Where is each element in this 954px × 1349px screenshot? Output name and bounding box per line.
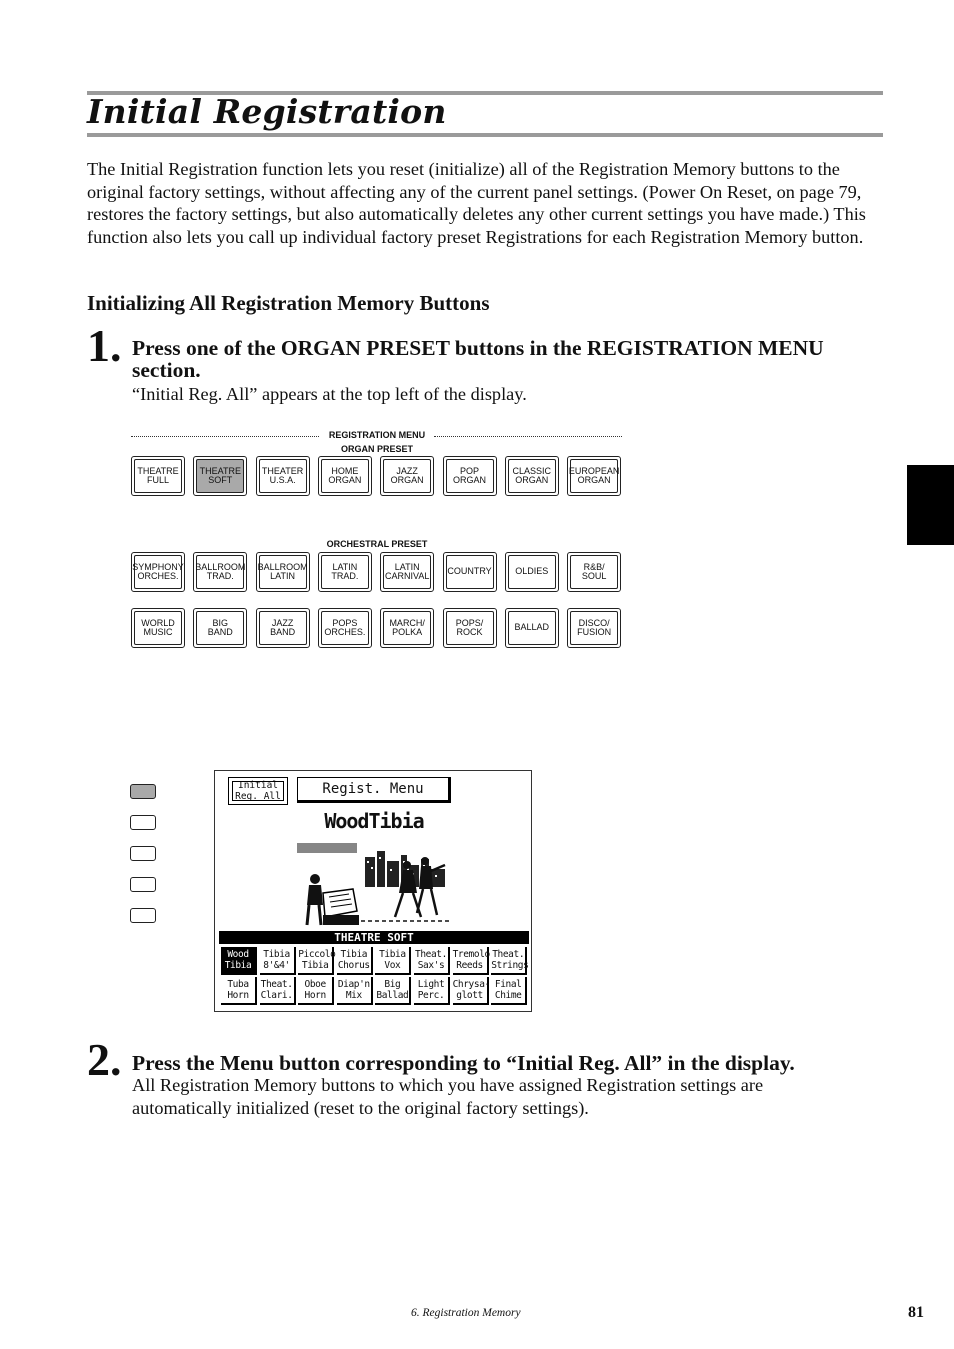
preset-button[interactable]: [380, 608, 434, 648]
preset-button-label: OLDIES: [508, 555, 556, 589]
preset-button[interactable]: [380, 552, 434, 592]
preset-button[interactable]: [567, 608, 621, 648]
footer-section: 6. Registration Memory: [411, 1307, 521, 1319]
voice-cell[interactable]: Theat. Clari.: [260, 977, 296, 1005]
step-2-heading: Press the Menu button corresponding to “Initial Reg. All” in the display.: [132, 1051, 795, 1075]
voice-cell[interactable]: Piccolo Tibia: [298, 947, 334, 975]
preset-button[interactable]: [256, 608, 310, 648]
menu-button[interactable]: [130, 877, 156, 892]
step-2-number: 2.: [87, 1034, 122, 1085]
preset-button-label: THEATER U.S.A.: [259, 459, 307, 493]
preset-button-label: THEATRE FULL: [134, 459, 182, 493]
preset-button[interactable]: [131, 552, 185, 592]
voice-cell[interactable]: Big Ballad: [375, 977, 411, 1005]
voice-cell[interactable]: Tibia Chorus: [337, 947, 373, 975]
preset-button[interactable]: [443, 552, 497, 592]
preset-button-label: EUROPEAN ORGAN: [570, 459, 618, 493]
step-1-body: “Initial Reg. All” appears at the top left of the display.: [132, 384, 527, 404]
organ-preset-label: ORGAN PRESET: [340, 444, 413, 454]
preset-button[interactable]: [505, 552, 559, 592]
preset-button[interactable]: [131, 456, 185, 496]
preset-button-label: DISCO/ FUSION: [570, 611, 618, 645]
title-rule-bottom: [87, 133, 883, 137]
preset-button-label: WORLD MUSIC: [134, 611, 182, 645]
preset-button[interactable]: [505, 608, 559, 648]
voice-cell[interactable]: Light Perc.: [414, 977, 450, 1005]
preset-button[interactable]: [256, 456, 310, 496]
page-number: 81: [908, 1304, 924, 1321]
step-1-heading: Press one of the ORGAN PRESET buttons in the REGISTRATION MENU section.: [132, 336, 824, 382]
voice-cell[interactable]: Wood Tibia: [221, 947, 257, 975]
preset-button[interactable]: [318, 456, 372, 496]
preset-button[interactable]: [318, 552, 372, 592]
bank-name-bar: THEATRE SOFT: [219, 931, 529, 944]
preset-button[interactable]: [380, 456, 434, 496]
preset-button[interactable]: [443, 608, 497, 648]
voice-cell[interactable]: Tuba Horn: [221, 977, 257, 1005]
preset-button[interactable]: [505, 456, 559, 496]
orchestral-preset-label: ORCHESTRAL PRESET: [326, 539, 428, 549]
voice-cell[interactable]: Tibia Vox: [375, 947, 411, 975]
preset-button[interactable]: [193, 552, 247, 592]
voice-cell[interactable]: Theat. Sax's: [414, 947, 450, 975]
intro-paragraph: The Initial Registration function lets you reset (initialize) all of the Registration Memory buttons to the original factory settings, without affecting any of the current panel settings. (Power On Reset, on page 79, restores the factory settings, but also automatically deletes any other current settings you have made.) This function also lets you call up individual factory preset Registrations for each Registration Memory button.: [87, 159, 866, 247]
preset-button-label: JAZZ BAND: [259, 611, 307, 645]
preset-button-label: HOME ORGAN: [321, 459, 369, 493]
registration-menu-label: REGISTRATION MENU: [328, 430, 426, 440]
preset-button-label: POPS ORCHES.: [321, 611, 369, 645]
preset-button[interactable]: [443, 456, 497, 496]
preset-button-label: BALLROOM TRAD.: [196, 555, 244, 589]
preset-button[interactable]: [318, 608, 372, 648]
menu-button[interactable]: [130, 815, 156, 830]
preset-button-label: BALLAD: [508, 611, 556, 645]
page-title: Initial Registration: [87, 92, 447, 131]
preset-button-label: LATIN TRAD.: [321, 555, 369, 589]
initial-reg-all-box[interactable]: Initial Reg. All: [228, 777, 288, 805]
preset-button-label: COUNTRY: [446, 555, 494, 589]
preset-button[interactable]: [193, 456, 247, 496]
menu-button[interactable]: [130, 846, 156, 861]
regist-menu-box: Regist. Menu: [297, 777, 451, 803]
voice-cell[interactable]: Final Chime: [491, 977, 527, 1005]
preset-button[interactable]: [193, 608, 247, 648]
voice-cell[interactable]: Theat. Strings: [491, 947, 527, 975]
step-2-body: All Registration Memory buttons to which you have assigned Registration settings are automatically initialized (reset to the original factory settings).: [132, 1075, 764, 1118]
voice-cell[interactable]: Diap'n Mix: [337, 977, 373, 1005]
preset-button-label: R&B/ SOUL: [570, 555, 618, 589]
preset-button[interactable]: [567, 552, 621, 592]
preset-button[interactable]: [567, 456, 621, 496]
voice-cell[interactable]: Tremolo Reeds: [453, 947, 489, 975]
voice-name: WoodTibia: [324, 809, 424, 833]
preset-button-label: BALLROOM LATIN: [259, 555, 307, 589]
preset-button-label: SYMPHONY ORCHES.: [134, 555, 182, 589]
preset-button-label: THEATRE SOFT: [196, 459, 244, 493]
section-heading: Initializing All Registration Memory Buttons: [87, 291, 490, 315]
step-1-number: 1.: [87, 320, 122, 371]
preset-button-label: JAZZ ORGAN: [383, 459, 431, 493]
preset-button-label: POP ORGAN: [446, 459, 494, 493]
menu-divider-left: [131, 436, 319, 437]
preset-button-label: POPS/ ROCK: [446, 611, 494, 645]
chapter-tab: [907, 465, 954, 545]
preset-button-label: LATIN CARNIVAL: [383, 555, 431, 589]
voice-cell[interactable]: Oboe Horn: [298, 977, 334, 1005]
voice-cell[interactable]: Chrysa- glott: [453, 977, 489, 1005]
theatre-illustration-image: [295, 839, 451, 927]
preset-button-label: BIG BAND: [196, 611, 244, 645]
lcd-display: [214, 770, 532, 1012]
voice-cell[interactable]: Tibia 8'&4': [260, 947, 296, 975]
menu-button[interactable]: [130, 908, 156, 923]
preset-button-label: CLASSIC ORGAN: [508, 459, 556, 493]
preset-button[interactable]: [256, 552, 310, 592]
menu-divider-right: [434, 436, 622, 437]
preset-button[interactable]: [131, 608, 185, 648]
preset-button-label: MARCH/ POLKA: [383, 611, 431, 645]
menu-button[interactable]: [130, 784, 156, 799]
